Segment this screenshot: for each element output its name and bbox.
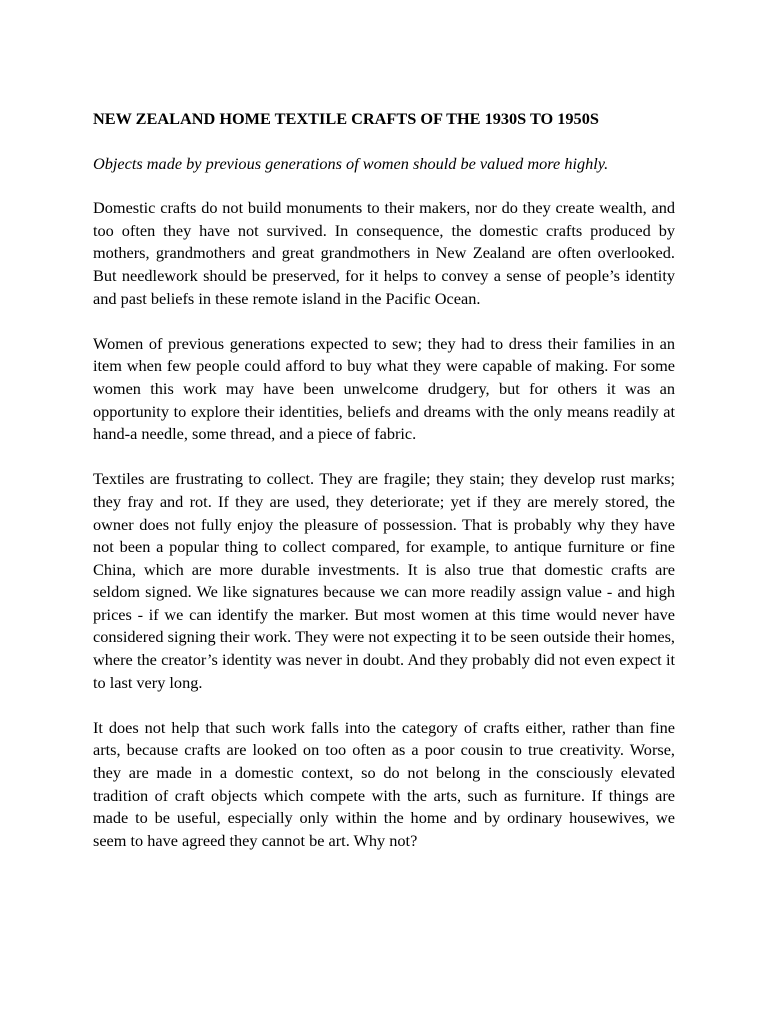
paragraph-3: Textiles are frustrating to collect. They are fragile; they stain; they develop rust marks; they fray and rot. If they are used, they deteriorate; yet if they are merely stored, the owner does not fully enjoy the pleasure of possession. That is probably why they have not been a popular thing to collect compared, for example, to antique furniture or fine China, which are more durable investments. It is also true that domestic crafts are seldom signed. We like signatures because we can more readily assign value - and high prices - if we can identify the marker. But most women at this time would never have considered signing their work. They were not expecting it to be seen outside their homes, where the creator’s identity was never in doubt. And they probably did not even expect it to last very long. <box>93 469 675 692</box>
document-page <box>93 108 675 875</box>
document-title: NEW ZEALAND HOME TEXTILE CRAFTS OF THE 1930S TO 1950S <box>93 109 599 128</box>
paragraph-2: Women of previous generations expected to sew; they had to dress their families in an item when few people could afford to buy what they were capable of making. For some women this work may have been unwelcome drudgery, but for others it was an opportunity to explore their identities, beliefs and dreams with the only means readily at hand-a needle, some thread, and a piece of fabric. <box>93 333 675 444</box>
paragraph-1: Domestic crafts do not build monuments to their makers, nor do they create wealth, and too often they have not survived. In consequence, the domestic crafts produced by mothers, grandmothers and great grandmothers in New Zealand are often overlooked. But needlework should be preserved, for it helps to convey a sense of people’s identity and past beliefs in these remote island in the Pacific Ocean. <box>93 198 675 308</box>
document-subtitle: Objects made by previous generations of women should be valued more highly. <box>93 153 609 173</box>
paragraph-4: It does not help that such work falls into the category of crafts either, rather than fine arts, because crafts are looked on too often as a poor cousin to true creativity. Worse, they are made in a domestic context, so do not belong in the consciously elevated tradition of craft objects which compete with the arts, such as furniture. If things are made to be useful, especially only within the home and by ordinary housewives, we seem to have agreed they cannot be art. Why not? <box>93 717 675 850</box>
